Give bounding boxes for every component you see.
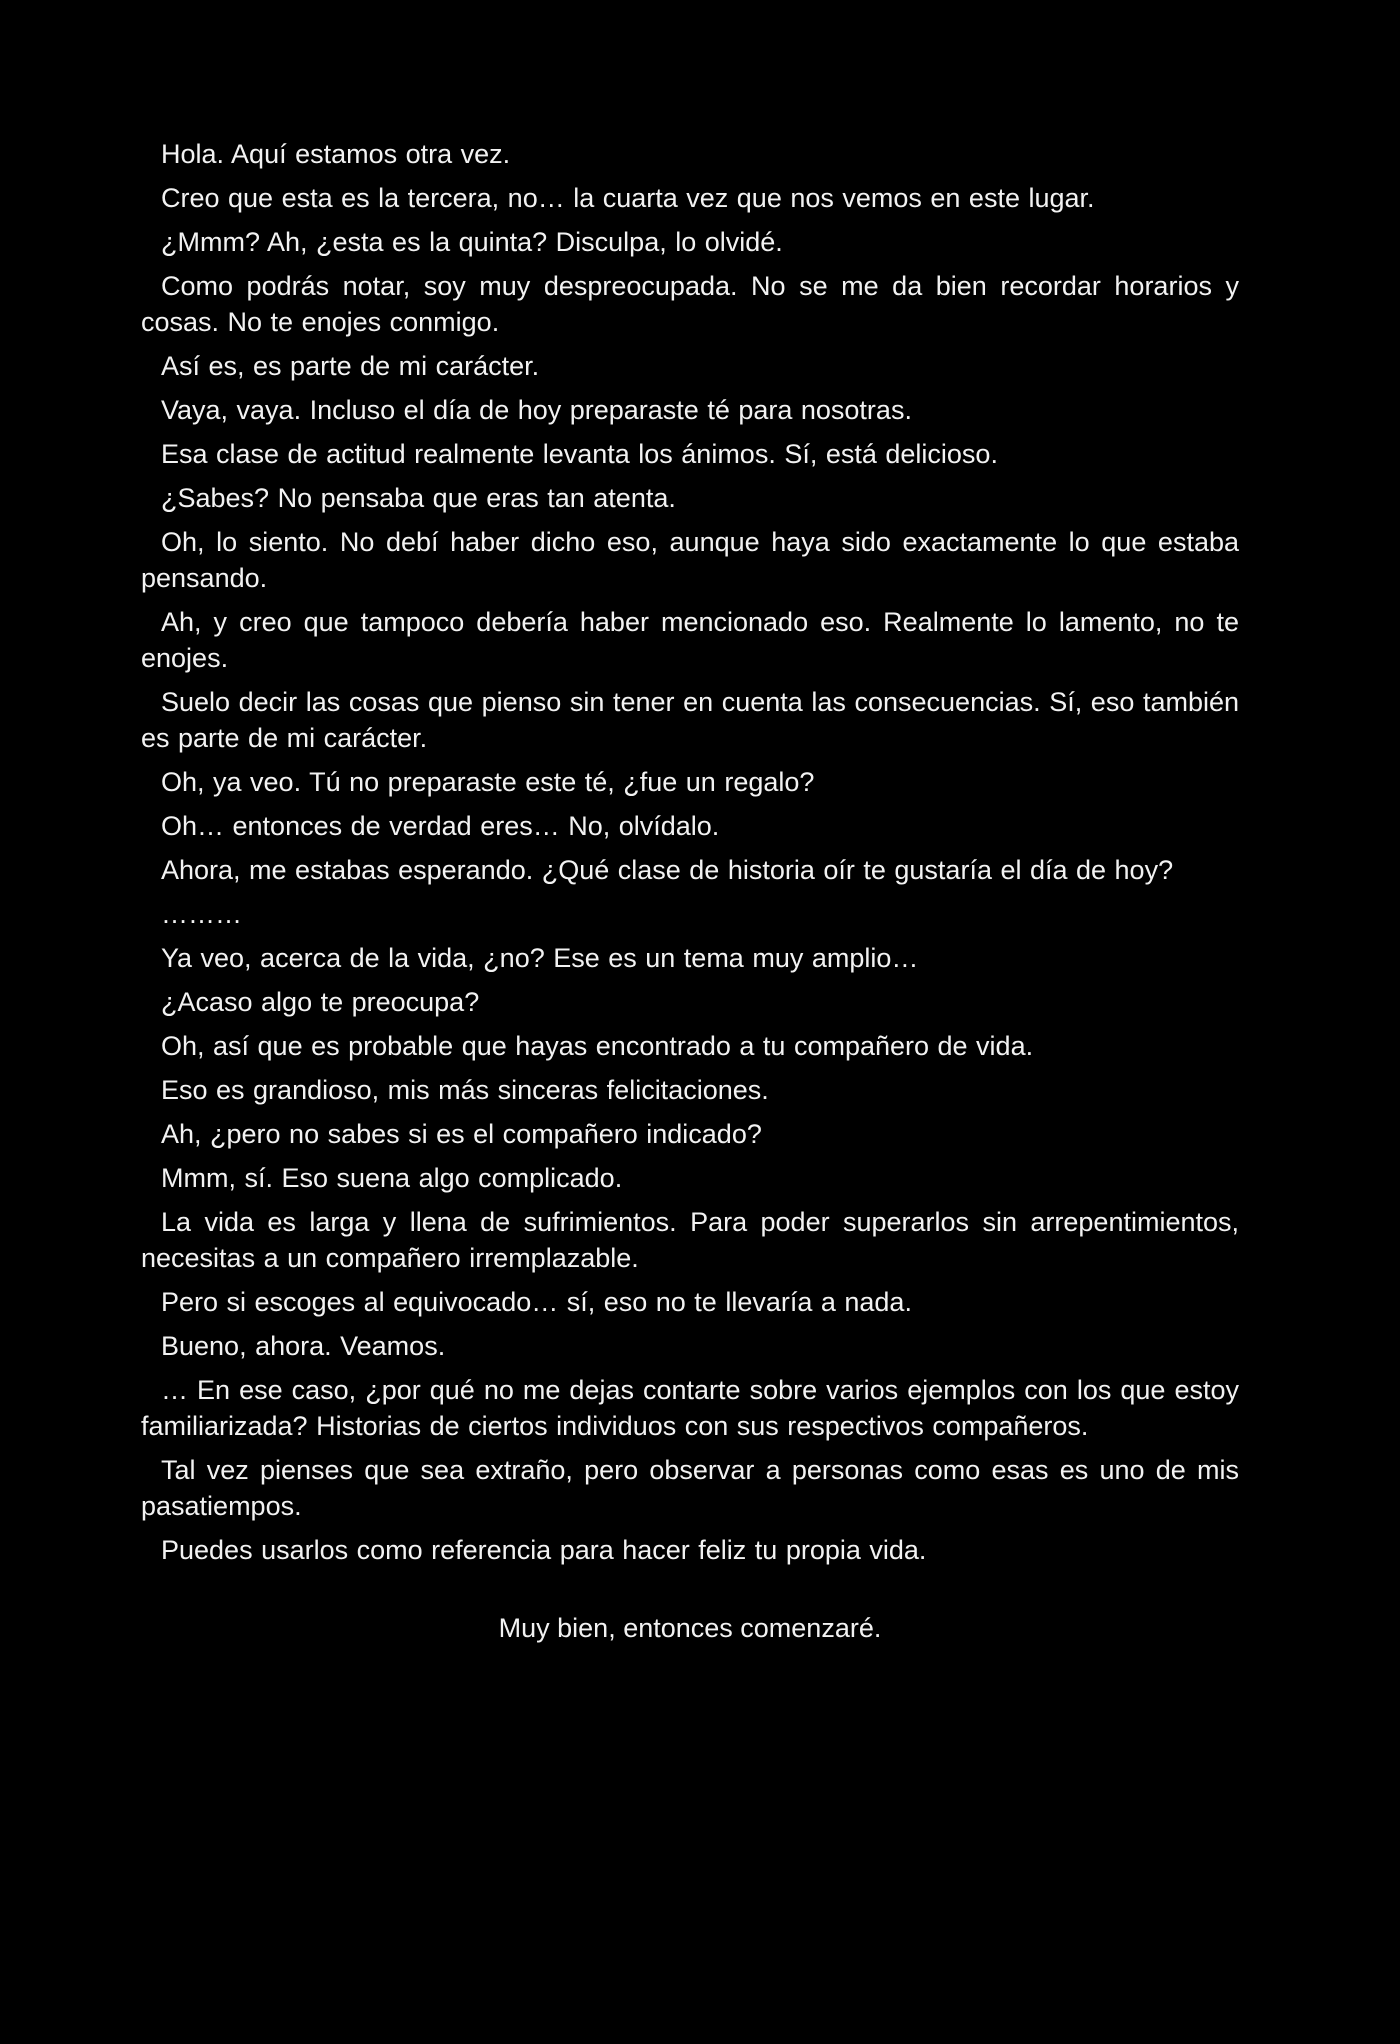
paragraph: La vida es larga y llena de sufrimientos. Para poder superarlos sin arrepentimientos, necesitas a un compañero irremplazable. (141, 1207, 1239, 1273)
paragraph: Ah, y creo que tampoco debería haber mencionado eso. Realmente lo lamento, no te enojes. (141, 607, 1239, 673)
paragraph: Oh, lo siento. No debí haber dicho eso, aunque haya sido exactamente lo que estaba pensando. (141, 527, 1239, 593)
paragraph-list (141, 136, 1239, 1568)
paragraph: Oh… entonces de verdad eres… No, olvídalo. (161, 811, 720, 841)
paragraph: Oh, ya veo. Tú no preparaste este té, ¿fue un regalo? (161, 767, 815, 797)
paragraph: Suelo decir las cosas que pienso sin tener en cuenta las consecuencias. Sí, eso también es parte de mi carácter. (141, 687, 1239, 753)
paragraph: Tal vez pienses que sea extraño, pero observar a personas como esas es uno de mis pasatiempos. (141, 1455, 1239, 1521)
paragraph: ¿Sabes? No pensaba que eras tan atenta. (161, 483, 676, 513)
paragraph: Esa clase de actitud realmente levanta los ánimos. Sí, está delicioso. (161, 439, 998, 469)
paragraph: Eso es grandioso, mis más sinceras felicitaciones. (161, 1075, 769, 1105)
paragraph: Ahora, me estabas esperando. ¿Qué clase de historia oír te gustaría el día de hoy? (161, 855, 1174, 885)
paragraph: … En ese caso, ¿por qué no me dejas contarte sobre varios ejemplos con los que estoy familiarizada? Historias de ciertos individuos con sus respectivos compañeros. (141, 1375, 1239, 1441)
paragraph: Hola. Aquí estamos otra vez. (161, 139, 511, 169)
paragraph: Vaya, vaya. Incluso el día de hoy preparaste té para nosotras. (161, 395, 912, 425)
paragraph: Mmm, sí. Eso suena algo complicado. (161, 1163, 623, 1193)
paragraph: Así es, es parte de mi carácter. (161, 351, 540, 381)
document-page (141, 136, 1239, 1646)
paragraph: Pero si escoges al equivocado… sí, eso no te llevaría a nada. (161, 1287, 912, 1317)
paragraph: Bueno, ahora. Veamos. (161, 1331, 446, 1361)
paragraph: Creo que esta es la tercera, no… la cuarta vez que nos vemos en este lugar. (161, 183, 1095, 213)
paragraph: Oh, así que es probable que hayas encontrado a tu compañero de vida. (161, 1031, 1034, 1061)
paragraph: ……… (161, 899, 242, 929)
paragraph: Ya veo, acerca de la vida, ¿no? Ese es un tema muy amplio… (161, 943, 919, 973)
paragraph: Ah, ¿pero no sabes si es el compañero indicado? (161, 1119, 762, 1149)
paragraph: ¿Mmm? Ah, ¿esta es la quinta? Disculpa, lo olvidé. (161, 227, 783, 257)
paragraph: Como podrás notar, soy muy despreocupada. No se me da bien recordar horarios y cosas. No te enojes conmigo. (141, 271, 1239, 337)
paragraph: ¿Acaso algo te preocupa? (161, 987, 480, 1017)
closing-line: Muy bien, entonces comenzaré. (498, 1613, 882, 1643)
paragraph: Puedes usarlos como referencia para hacer feliz tu propia vida. (161, 1535, 927, 1565)
